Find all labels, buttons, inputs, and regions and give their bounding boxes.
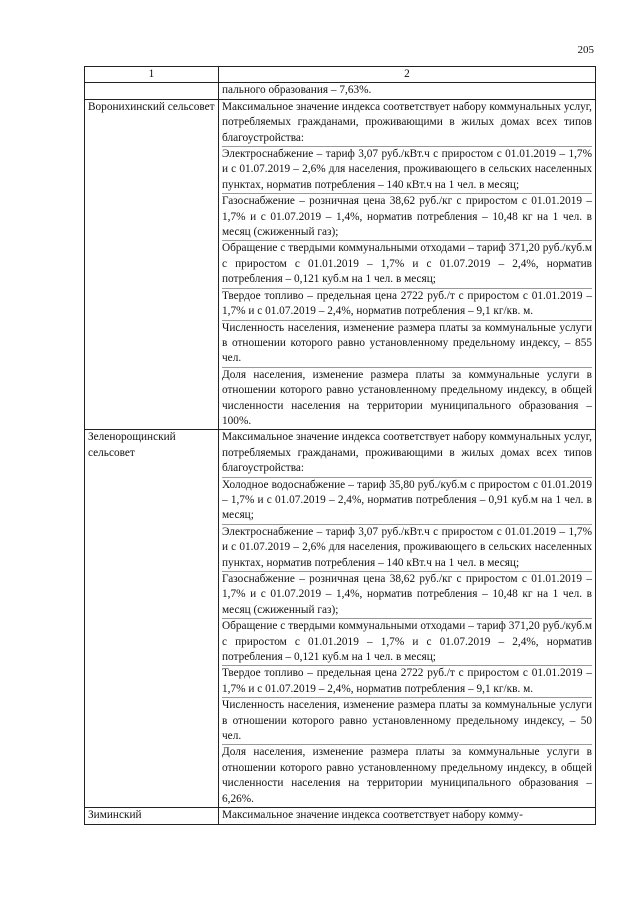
table-row [85, 99, 596, 430]
description-paragraph: Максимальное значение индекса соответствует набору коммунальных услуг, потребляемых гражданами, проживающими в жилых домах всех типов благоустройства: [222, 100, 592, 144]
municipality-name: Воронихинский сельсовет [85, 99, 219, 430]
description-paragraph: Максимальное значение индекса соответствует набору коммунальных услуг, потребляемых гражданами, проживающими в жилых домах всех типов благоустройства: [222, 431, 592, 475]
header-col-2: 2 [219, 67, 596, 83]
description-paragraph: Обращение с твердыми коммунальными отходами – тариф 371,20 руб./куб.м с приростом с 01.01.2019 – 1,7% и с 01.07.2019 – 2,4%, норматив потребления – 0,121 куб.м на 1 чел. в месяц; [222, 240, 592, 287]
description-paragraph: Электроснабжение – тариф 3,07 руб./кВт.ч с приростом с 01.01.2019 – 1,7% и с 01.07.2019 – 2,6% для населения, проживающего в сельских населенных пунктах, норматив потребления – 140 кВт.ч на 1 чел. в месяц; [222, 146, 592, 193]
index-description [219, 99, 596, 430]
index-description [219, 430, 596, 808]
description-paragraph: Холодное водоснабжение – тариф 35,80 руб./куб.м с приростом с 01.01.2019 – 1,7% и с 01.07.2019 – 2,4%, норматив потребления – 0,91 куб.м на 1 чел. в месяц; [222, 477, 592, 524]
description-paragraph: Численность населения, изменение размера платы за коммунальные услуги в отношении которого равно установленному предельному индексу, – 855 чел. [222, 320, 592, 367]
description-paragraph: Максимальное значение индекса соответствует набору комму- [222, 809, 523, 822]
description-paragraph: Обращение с твердыми коммунальными отходами – тариф 371,20 руб./куб.м с приростом с 01.01.2019 – 1,7% и с 01.07.2019 – 2,4%, норматив потребления – 0,121 куб.м на 1 чел. в месяц; [222, 618, 592, 665]
table-row [85, 430, 596, 808]
description-paragraph: Доля населения, изменение размера платы за коммунальные услуги в отношении которого равно установленному предельному индексу, в общей численности населения на территории муниципального образования – 100%. [222, 367, 592, 430]
description-paragraph: Твердое топливо – предельная цена 2722 руб./т с приростом с 01.01.2019 – 1,7% и с 01.07.2019 – 2,4%, норматив потребления – 9,1 кг/кв. м. [222, 288, 592, 320]
table-row [85, 83, 596, 99]
description-paragraph: Твердое топливо – предельная цена 2722 руб./т с приростом с 01.01.2019 – 1,7% и с 01.07.2019 – 2,4%, норматив потребления – 9,1 кг/кв. м. [222, 665, 592, 697]
description-paragraph: Численность населения, изменение размера платы за коммунальные услуги в отношении которого равно установленному предельному индексу, – 50 чел. [222, 697, 592, 744]
index-description [219, 83, 596, 99]
municipality-name: Зеленорощинский сельсовет [85, 430, 219, 808]
index-description [219, 808, 596, 824]
municipality-name [85, 83, 219, 99]
table-row [85, 808, 596, 824]
page-number: 205 [577, 44, 594, 56]
description-paragraph: пального образования – 7,63%. [222, 84, 372, 97]
description-paragraph: Доля населения, изменение размера платы за коммунальные услуги в отношении которого равно установленному предельному индексу, в общей численности населения на территории муниципального образования – 6,26%. [222, 744, 592, 807]
header-col-1: 1 [85, 67, 219, 83]
description-paragraph: Газоснабжение – розничная цена 38,62 руб./кг с приростом с 01.01.2019 – 1,7% и с 01.07.2019 – 1,4%, норматив потребления – 10,48 кг на 1 чел. в месяц (сжиженный газ); [222, 193, 592, 240]
tariff-table [84, 66, 596, 825]
table-header-row [85, 67, 596, 83]
description-paragraph: Газоснабжение – розничная цена 38,62 руб./кг с приростом с 01.01.2019 – 1,7% и с 01.07.2019 – 1,4%, норматив потребления – 10,48 кг на 1 чел. в месяц (сжиженный газ); [222, 571, 592, 618]
description-paragraph: Электроснабжение – тариф 3,07 руб./кВт.ч с приростом с 01.01.2019 – 1,7% и с 01.07.2019 – 2,6% для населения, проживающего в сельских населенных пунктах, норматив потребления – 140 кВт.ч на 1 чел. в месяц; [222, 524, 592, 571]
municipality-name: Зиминский [85, 808, 219, 824]
